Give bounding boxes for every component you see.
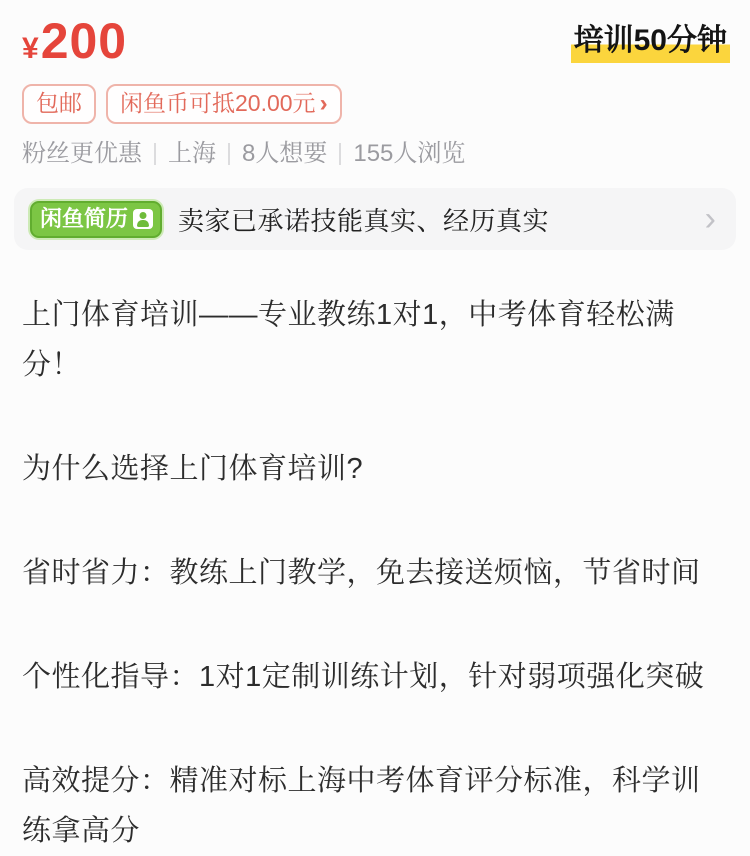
product-description bbox=[0, 290, 750, 856]
currency-symbol: ¥ bbox=[22, 32, 39, 65]
description-paragraph: 省时省力：教练上门教学，免去接送烦恼，节省时间 bbox=[22, 557, 701, 589]
meta-row bbox=[0, 140, 750, 168]
description-paragraph: 为什么选择上门体育培训? bbox=[22, 453, 364, 485]
divider bbox=[154, 143, 156, 165]
tags-row bbox=[0, 84, 750, 124]
divider bbox=[339, 143, 341, 165]
divider bbox=[228, 143, 230, 165]
free-shipping-label: 包邮 bbox=[36, 90, 82, 116]
free-shipping-tag bbox=[22, 84, 96, 124]
price-amount: 200 bbox=[40, 13, 128, 69]
duration-badge: 培训50分钟 bbox=[571, 24, 730, 63]
description-paragraph: 个性化指导：1对1定制训练计划，针对弱项强化突破 bbox=[22, 661, 705, 693]
want-count-label: 8人想要 bbox=[242, 140, 328, 167]
coin-discount-label: 闲鱼币可抵20.00元 bbox=[120, 90, 316, 116]
location-label: 上海 bbox=[168, 140, 216, 167]
description-paragraph: 上门体育培训——专业教练1对1，中考体育轻松满分！ bbox=[22, 299, 675, 381]
view-count-label: 155人浏览 bbox=[353, 140, 466, 167]
price bbox=[22, 13, 128, 69]
description-paragraph: 高效提分：精准对标上海中考体育评分标准，科学训练拿高分 bbox=[22, 765, 701, 847]
coin-discount-tag[interactable] bbox=[106, 84, 342, 124]
fans-discount-label: 粉丝更优惠 bbox=[22, 140, 142, 167]
header-row bbox=[0, 13, 750, 69]
chevron-right-icon: › bbox=[704, 200, 716, 238]
chevron-right-icon: › bbox=[319, 89, 328, 117]
resume-icon bbox=[133, 209, 153, 229]
resume-badge-label: 闲鱼简历 bbox=[40, 205, 129, 231]
xianyu-resume-badge bbox=[30, 201, 162, 238]
seller-promise-banner[interactable] bbox=[14, 188, 736, 250]
promise-text: 卖家已承诺技能真实、经历真实 bbox=[178, 205, 550, 236]
